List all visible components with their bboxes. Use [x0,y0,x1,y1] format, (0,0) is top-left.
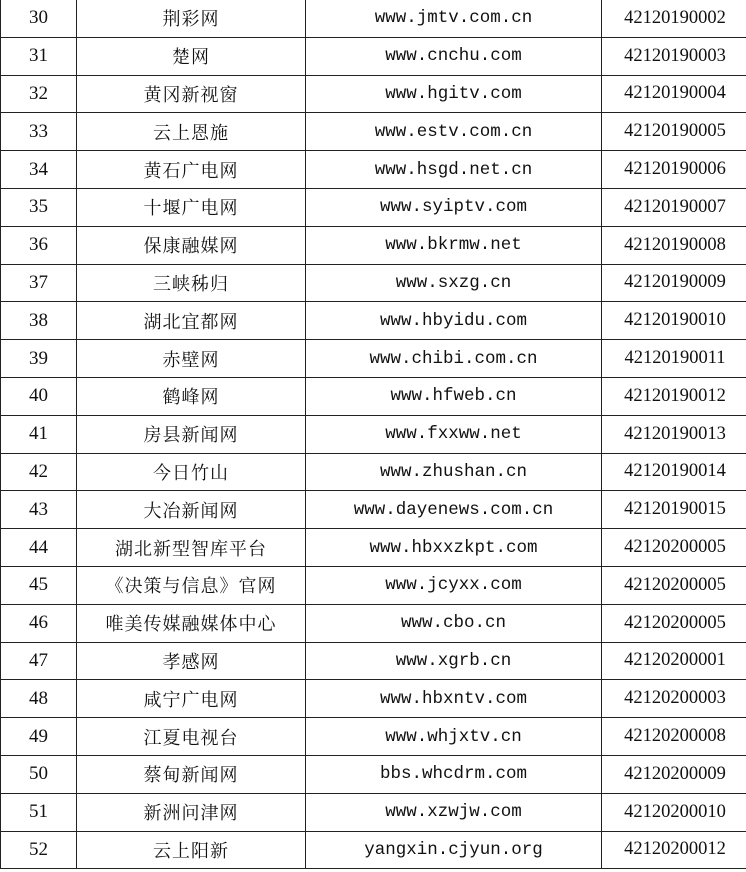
site-name-cell: 咸宁广电网 [77,680,306,718]
site-url-cell: www.bkrmw.net [306,226,602,264]
row-number-cell: 41 [1,415,77,453]
table-row [1,718,746,756]
table-row [1,188,746,226]
registration-code-cell: 42120200012 [602,831,746,869]
site-name-cell: 楚网 [77,37,306,75]
registration-code-cell: 42120190010 [602,302,746,340]
table-row [1,415,746,453]
registration-code-cell: 42120200001 [602,642,746,680]
table-row [1,755,746,793]
table-row [1,831,746,869]
site-url-cell: bbs.whcdrm.com [306,755,602,793]
site-name-cell: 黄冈新视窗 [77,75,306,113]
registration-code-cell: 42120190004 [602,75,746,113]
registration-code-cell: 42120200005 [602,529,746,567]
registration-code-cell: 42120190012 [602,377,746,415]
site-url-cell: www.estv.com.cn [306,113,602,151]
registration-code-cell: 42120200005 [602,604,746,642]
row-number-cell: 42 [1,453,77,491]
registration-code-cell: 42120190005 [602,113,746,151]
site-name-cell: 保康融媒网 [77,226,306,264]
table-row [1,302,746,340]
row-number-cell: 43 [1,491,77,529]
site-name-cell: 江夏电视台 [77,718,306,756]
site-name-cell: 十堰广电网 [77,188,306,226]
registration-code-cell: 42120190003 [602,37,746,75]
row-number-cell: 50 [1,755,77,793]
site-url-cell: www.syiptv.com [306,188,602,226]
site-url-cell: www.hbxxzkpt.com [306,529,602,567]
table-row [1,264,746,302]
registration-code-cell: 42120200003 [602,680,746,718]
row-number-cell: 45 [1,566,77,604]
table-row [1,113,746,151]
site-url-cell: yangxin.cjyun.org [306,831,602,869]
site-url-cell: www.cnchu.com [306,37,602,75]
site-url-cell: www.hbxntv.com [306,680,602,718]
site-name-cell: 房县新闻网 [77,415,306,453]
site-url-cell: www.cbo.cn [306,604,602,642]
row-number-cell: 47 [1,642,77,680]
site-url-cell: www.fxxww.net [306,415,602,453]
site-url-cell: www.jcyxx.com [306,566,602,604]
site-name-cell: 湖北新型智库平台 [77,529,306,567]
registration-code-cell: 42120200010 [602,793,746,831]
registration-code-cell: 42120190002 [602,0,746,37]
row-number-cell: 36 [1,226,77,264]
row-number-cell: 52 [1,831,77,869]
registration-code-cell: 42120190014 [602,453,746,491]
registration-code-cell: 42120200005 [602,566,746,604]
site-name-cell: 新洲问津网 [77,793,306,831]
table-row [1,793,746,831]
row-number-cell: 31 [1,37,77,75]
table-row [1,37,746,75]
site-name-cell: 黄石广电网 [77,151,306,189]
table-row [1,529,746,567]
site-url-cell: www.whjxtv.cn [306,718,602,756]
site-url-cell: www.zhushan.cn [306,453,602,491]
table-row [1,566,746,604]
row-number-cell: 48 [1,680,77,718]
site-name-cell: 孝感网 [77,642,306,680]
row-number-cell: 44 [1,529,77,567]
site-name-cell: 云上阳新 [77,831,306,869]
table-row [1,680,746,718]
row-number-cell: 51 [1,793,77,831]
row-number-cell: 33 [1,113,77,151]
table-row [1,377,746,415]
table-row [1,491,746,529]
site-name-cell: 唯美传媒融媒体中心 [77,604,306,642]
table-row [1,226,746,264]
site-name-cell: 三峡秭归 [77,264,306,302]
site-name-cell: 赤壁网 [77,340,306,378]
row-number-cell: 40 [1,377,77,415]
row-number-cell: 30 [1,0,77,37]
registration-code-cell: 42120190009 [602,264,746,302]
registration-code-cell: 42120190011 [602,340,746,378]
site-name-cell: 鹤峰网 [77,377,306,415]
registration-code-cell: 42120190006 [602,151,746,189]
row-number-cell: 37 [1,264,77,302]
site-url-cell: www.xzwjw.com [306,793,602,831]
registration-code-cell: 42120190015 [602,491,746,529]
table-row [1,0,746,37]
registration-code-cell: 42120200009 [602,755,746,793]
table-row [1,642,746,680]
table-row [1,453,746,491]
row-number-cell: 46 [1,604,77,642]
site-name-cell: 湖北宜都网 [77,302,306,340]
registration-code-cell: 42120190008 [602,226,746,264]
table-row [1,75,746,113]
site-url-cell: www.xgrb.cn [306,642,602,680]
row-number-cell: 34 [1,151,77,189]
row-number-cell: 35 [1,188,77,226]
site-name-cell: 荆彩网 [77,0,306,37]
site-url-cell: www.hfweb.cn [306,377,602,415]
site-url-cell: www.dayenews.com.cn [306,491,602,529]
registration-code-cell: 42120190013 [602,415,746,453]
row-number-cell: 38 [1,302,77,340]
row-number-cell: 49 [1,718,77,756]
site-url-cell: www.hgitv.com [306,75,602,113]
site-name-cell: 蔡甸新闻网 [77,755,306,793]
site-url-cell: www.hbyidu.com [306,302,602,340]
table-row [1,340,746,378]
site-url-cell: www.hsgd.net.cn [306,151,602,189]
row-number-cell: 39 [1,340,77,378]
site-name-cell: 今日竹山 [77,453,306,491]
registration-code-cell: 42120200008 [602,718,746,756]
table-body [1,0,746,869]
site-url-cell: www.chibi.com.cn [306,340,602,378]
table-row [1,151,746,189]
site-url-cell: www.sxzg.cn [306,264,602,302]
site-name-cell: 《决策与信息》官网 [77,566,306,604]
registration-code-cell: 42120190007 [602,188,746,226]
site-name-cell: 大冶新闻网 [77,491,306,529]
table-row [1,604,746,642]
row-number-cell: 32 [1,75,77,113]
site-name-cell: 云上恩施 [77,113,306,151]
site-url-cell: www.jmtv.com.cn [306,0,602,37]
